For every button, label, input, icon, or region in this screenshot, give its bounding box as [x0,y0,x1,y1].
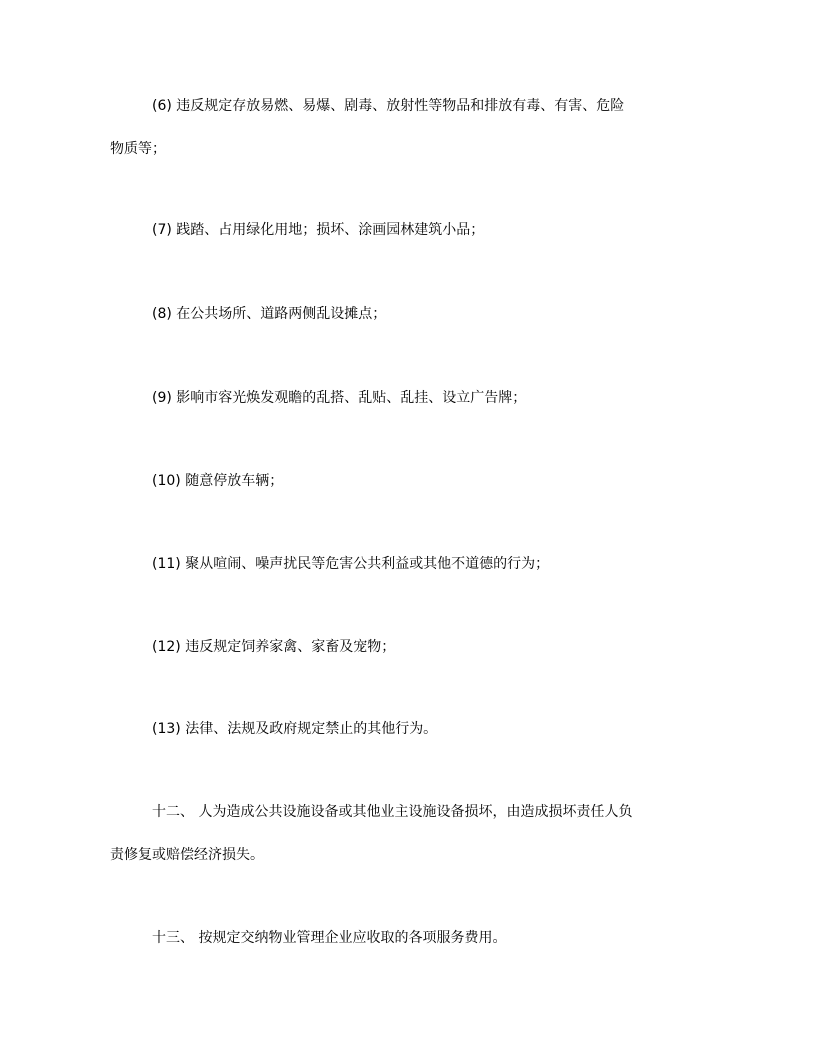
item-7: (7) 践踏、占用绿化用地；损坏、涂画园林建筑小品； [152,222,485,238]
item-9: (9) 影响市容光焕发观瞻的乱搭、乱贴、乱挂、设立广告牌； [152,390,527,406]
item-11: (11) 聚从喧闹、噪声扰民等危害公共利益或其他不道德的行为； [152,556,550,572]
item-12: (12) 违反规定饲养家禽、家畜及宠物； [152,639,396,655]
item-10: (10) 随意停放车辆； [152,473,284,489]
clause-13: 十三、 按规定交纳物业管理企业应收取的各项服务费用。 [152,930,507,946]
clause-12-line-1: 十二、 人为造成公共设施设备或其他业主设施设备损坏，由造成损坏责任人负 [152,804,633,820]
item-6-line-1: (6) 违反规定存放易燃、易爆、剧毒、放射性等物品和排放有毒、有害、危险 [152,98,625,114]
item-8: (8) 在公共场所、道路两侧乱设摊点； [152,306,387,322]
item-13: (13) 法律、法规及政府规定禁止的其他行为。 [152,721,438,737]
clause-12-line-2: 责修复或赔偿经济损失。 [110,847,264,863]
item-6-line-2: 物质等； [110,141,166,157]
